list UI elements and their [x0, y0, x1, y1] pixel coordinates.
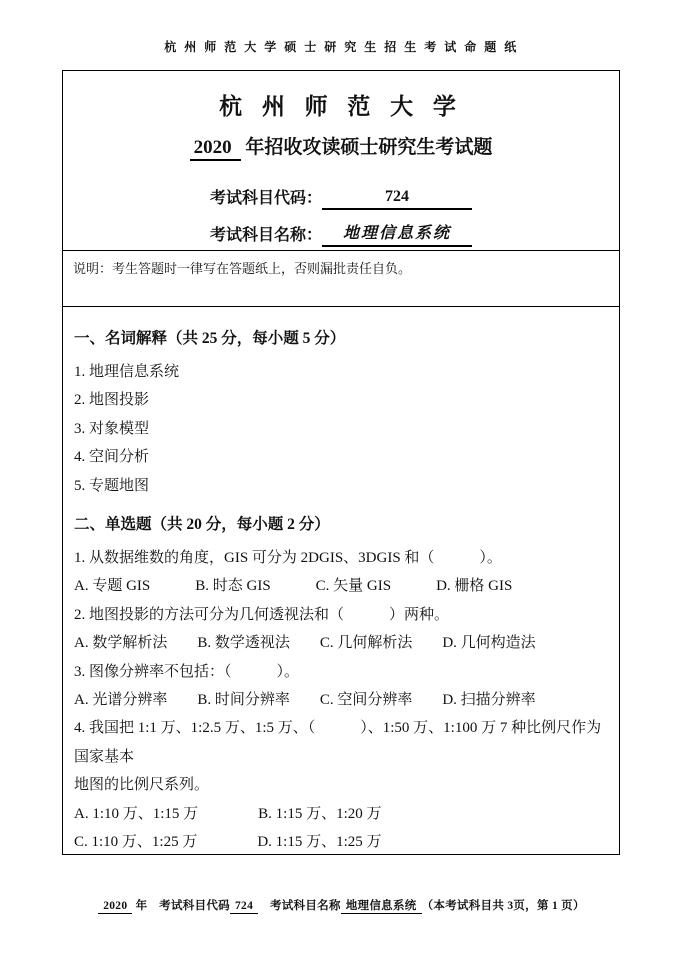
- exam-title-text: 年招收攻读硕士研究生考试题: [240, 137, 493, 158]
- paper-box: [62, 70, 620, 855]
- subject-name-label: 考试科目名称：: [209, 227, 322, 244]
- section-1-item: 1. 地理信息系统: [74, 364, 180, 380]
- section-1-item: 4. 空间分析: [74, 449, 150, 466]
- page-footer: [0, 897, 683, 913]
- title-section: [63, 71, 619, 250]
- question-line: 1. 从数据维数的角度，GIS 可分为 2DGIS、3DGIS 和（ ）。: [74, 550, 502, 567]
- section-1-item: 3. 对象模型: [74, 420, 150, 437]
- exam-title: [63, 132, 619, 159]
- footer-code-label: 年 考试科目代码: [132, 900, 230, 912]
- question-body: [63, 307, 619, 857]
- page-header: 杭 州 师 范 大 学 硕 士 研 究 生 招 生 考 试 命 题 纸: [164, 40, 519, 54]
- footer-year: 2020: [98, 900, 132, 914]
- section-1-item: 5. 专题地图: [74, 477, 150, 494]
- options-line: A. 专题 GIS B. 时态 GIS C. 矢量 GIS D. 栅格 GIS: [74, 578, 513, 595]
- options-line: C. 1:10 万、1:25 万 D. 1:15 万、1:25 万: [74, 834, 382, 851]
- footer-name-label: 考试科目名称: [258, 900, 341, 912]
- instructions-note: 说明：考生答题时一律写在答题纸上，否则漏批责任自负。: [63, 250, 619, 307]
- footer-page-count: （本考试科目共 3页，第 1 页）: [421, 900, 585, 912]
- section-1-heading: 一、名词解释（共 25 分，每小题 5 分）: [74, 330, 346, 347]
- exam-year: 2020: [190, 137, 241, 161]
- section-2-heading: 二、单选题（共 20 分，每小题 2 分）: [74, 516, 330, 534]
- question-continuation-line: 地图的比例尺系列。: [74, 777, 210, 794]
- footer-subject-name: 地理信息系统: [341, 900, 422, 914]
- subject-name-row: [63, 223, 619, 247]
- section-1-item: 2. 地图投影: [74, 392, 150, 409]
- footer-code: 724: [230, 900, 258, 914]
- question-line: 4. 我国把 1:1 万、1:2.5 万、1:5 万、（ ）、1:50 万、1:100 万 7 种比例尺作为国家基本: [74, 720, 602, 765]
- subject-code-row: [63, 186, 619, 210]
- question-line: 3. 图像分辨率不包括：（ ）。: [74, 663, 300, 680]
- options-line: A. 1:10 万、1:15 万 B. 1:15 万、1:20 万: [74, 805, 382, 822]
- options-line: A. 光谱分辨率 B. 时间分辨率 C. 空间分辨率 D. 扫描分辨率: [74, 692, 536, 709]
- subject-code-value: 724: [322, 186, 472, 210]
- question-line: 2. 地图投影的方法可分为几何透视法和（ ）两种。: [74, 606, 450, 623]
- university-title: 杭 州 师 范 大 学: [219, 94, 463, 119]
- options-line: A. 数学解析法 B. 数学透视法 C. 几何解析法 D. 几何构造法: [74, 635, 536, 652]
- subject-code-label: 考试科目代码：: [209, 190, 322, 207]
- subject-name-value: 地理信息系统: [322, 223, 472, 247]
